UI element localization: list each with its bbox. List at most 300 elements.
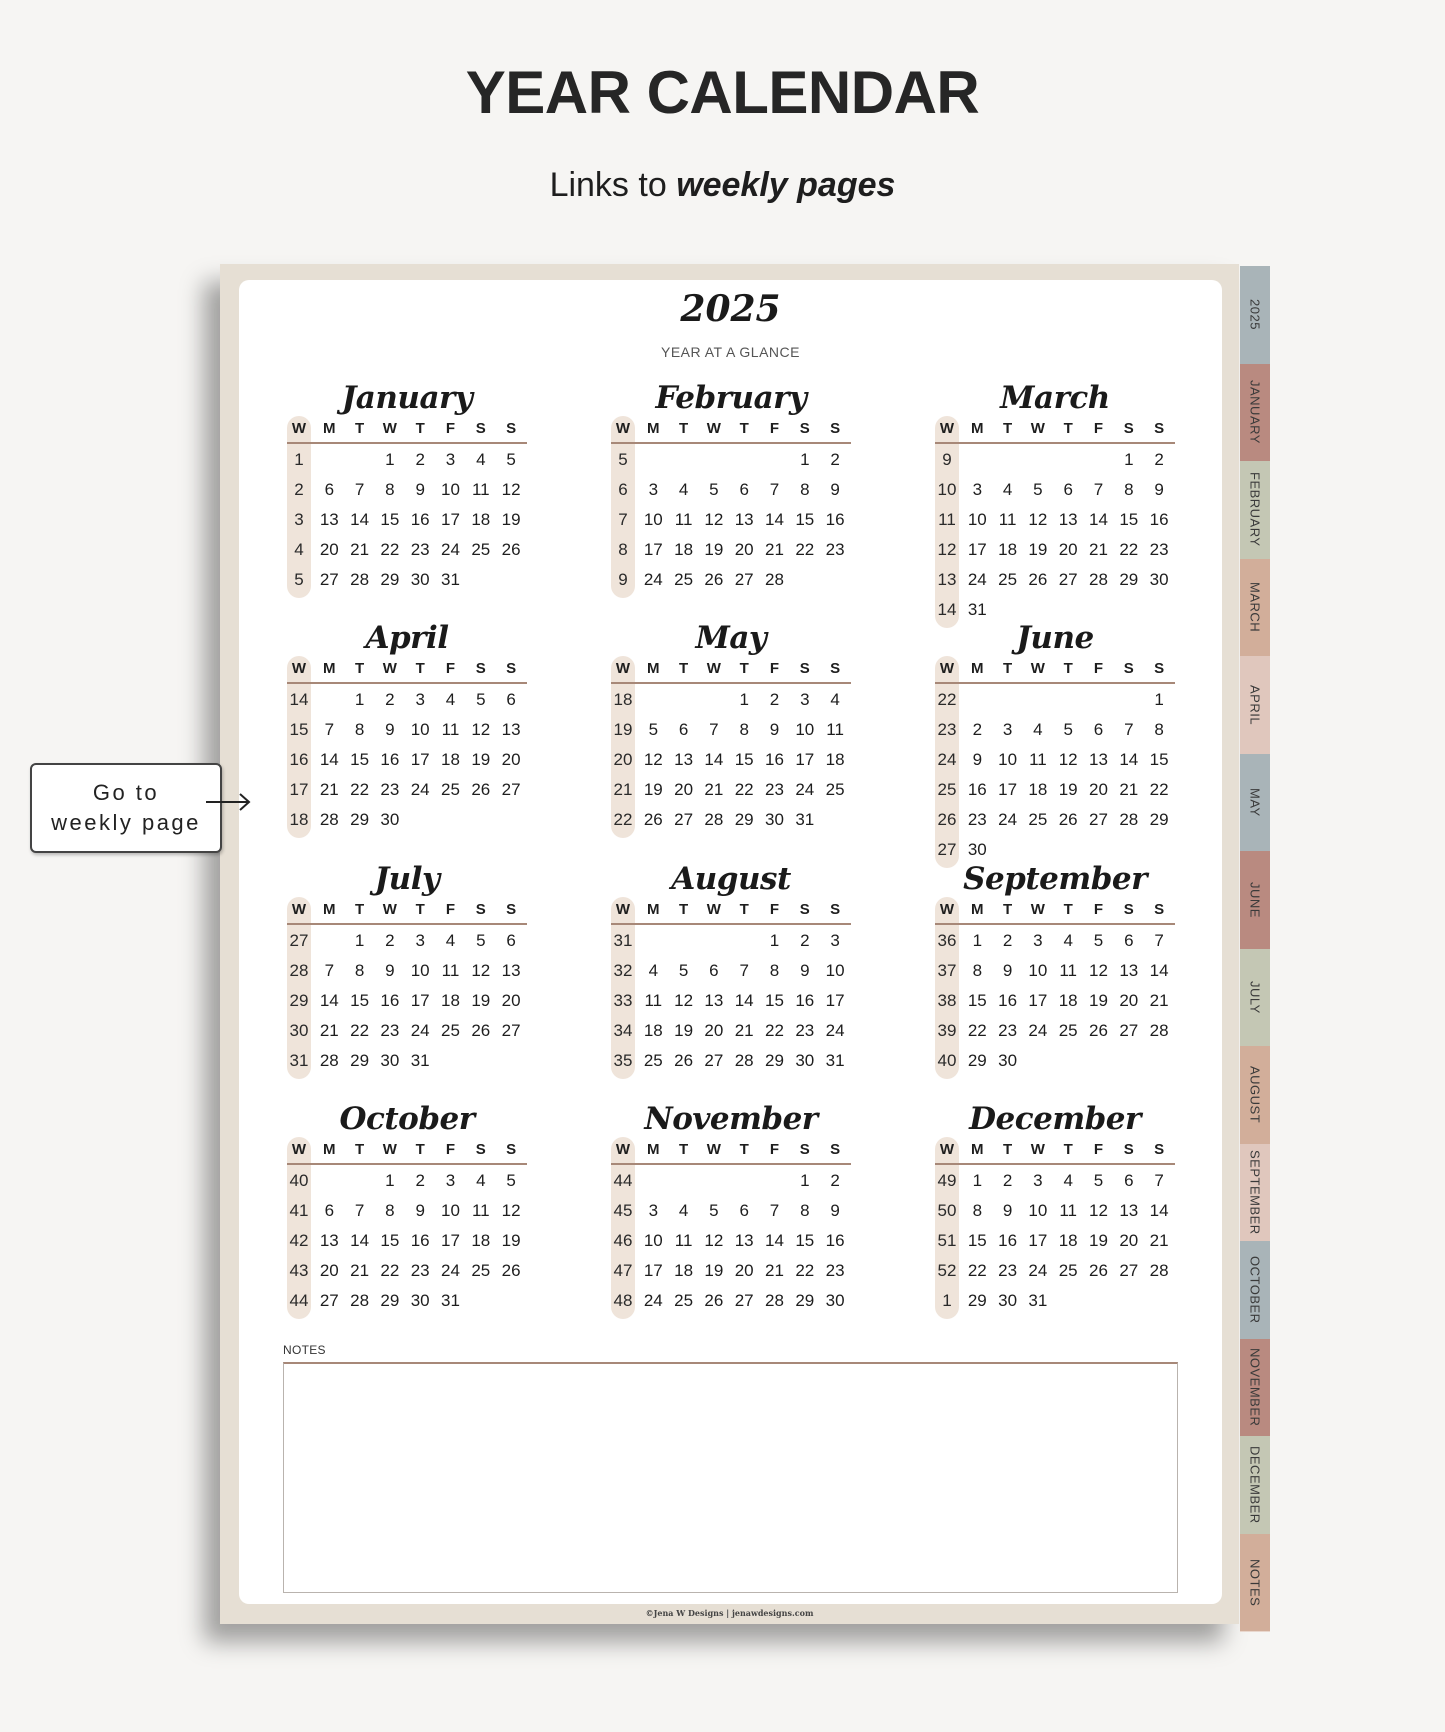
weekday-label: W [382, 901, 397, 918]
day-cell: 15 [967, 1231, 987, 1250]
day-cell: 23 [998, 1261, 1018, 1280]
weekday-label: T [679, 901, 689, 918]
month-name: May [695, 620, 767, 656]
weekday-label: T [1003, 420, 1013, 437]
weekday-label: F [445, 901, 456, 918]
day-cell: 27 [1119, 1261, 1139, 1280]
day-cell: 8 [354, 720, 365, 739]
day-cell: 3 [800, 690, 810, 709]
day-cell: 10 [643, 1231, 663, 1250]
tab-november[interactable] [1240, 1339, 1270, 1438]
week-number-link[interactable]: 26 [937, 810, 957, 829]
week-number-link[interactable]: 46 [613, 1231, 633, 1250]
day-cell: 30 [795, 1051, 815, 1070]
day-cell: 25 [471, 1261, 491, 1280]
week-number-link[interactable]: 37 [937, 961, 957, 980]
day-cell: 6 [1124, 931, 1134, 950]
week-number-link[interactable]: 11 [938, 510, 956, 529]
week-number-link[interactable]: 5 [294, 570, 304, 589]
day-cell: 2 [385, 690, 395, 709]
day-cell: 11 [1059, 961, 1078, 980]
day-cell: 28 [1089, 570, 1108, 589]
week-number-link[interactable]: 39 [937, 1021, 957, 1040]
day-cell: 15 [795, 510, 815, 529]
day-cell: 4 [830, 690, 840, 709]
day-cell: 13 [1119, 1201, 1139, 1220]
day-cell: 4 [1033, 720, 1043, 739]
day-cell: 18 [643, 1021, 663, 1040]
day-cell: 6 [506, 690, 516, 709]
day-cell: 22 [350, 780, 370, 799]
day-cell: 11 [826, 720, 844, 739]
week-number-link[interactable]: 22 [937, 690, 957, 709]
day-cell: 8 [800, 480, 810, 499]
week-number-link[interactable]: 44 [289, 1291, 309, 1310]
day-cell: 21 [1149, 1231, 1169, 1250]
weekday-label: T [1063, 660, 1073, 677]
weekday-label: T [679, 420, 689, 437]
week-number-header: W [939, 1141, 955, 1158]
month-name: October [339, 1101, 475, 1137]
week-number-link[interactable]: 4 [294, 540, 304, 559]
day-cell: 9 [415, 480, 425, 499]
tab-february[interactable] [1240, 461, 1270, 560]
weekday-label: T [355, 1141, 365, 1158]
month-name: September [963, 861, 1147, 897]
week-number-link[interactable]: 21 [613, 780, 633, 799]
weekday-label: T [355, 660, 365, 677]
day-cell: 5 [709, 480, 719, 499]
day-cell: 19 [643, 780, 663, 799]
day-cell: 31 [1028, 1291, 1048, 1310]
day-cell: 26 [1028, 570, 1048, 589]
week-number-link[interactable]: 10 [937, 480, 957, 499]
day-cell: 23 [795, 1021, 815, 1040]
day-cell: 3 [415, 690, 425, 709]
day-cell: 7 [324, 961, 335, 980]
day-cell: 26 [643, 810, 663, 829]
week-number-link[interactable]: 9 [618, 570, 628, 589]
weekday-label: T [1003, 1141, 1013, 1158]
day-cell: 10 [1028, 961, 1048, 980]
day-cell: 22 [967, 1021, 987, 1040]
week-number-link[interactable]: 40 [937, 1051, 957, 1070]
month-name: November [644, 1101, 818, 1137]
day-cell: 25 [643, 1051, 663, 1070]
day-cell: 17 [1028, 1231, 1048, 1250]
day-cell: 15 [350, 991, 370, 1010]
day-cell: 20 [674, 780, 694, 799]
tab-june[interactable] [1240, 851, 1270, 950]
day-cell: 18 [471, 510, 491, 529]
week-number-link[interactable]: 16 [289, 750, 309, 769]
weekday-header [287, 901, 527, 925]
day-cell: 2 [800, 931, 810, 950]
day-cell: 8 [1124, 480, 1134, 499]
week-number-link[interactable]: 27 [937, 840, 957, 859]
weekday-label: S [1154, 420, 1165, 437]
day-cell: 27 [1058, 570, 1078, 589]
day-cell: 17 [441, 1231, 460, 1250]
month-name: June [1016, 620, 1094, 656]
week-number-link[interactable]: 48 [613, 1291, 633, 1310]
weekday-label: T [1063, 1141, 1073, 1158]
tab-notes[interactable] [1240, 1534, 1270, 1633]
week-number-link[interactable]: 3 [294, 510, 304, 529]
weekday-label: S [1123, 901, 1134, 918]
weekday-label: S [1123, 660, 1134, 677]
day-cell: 29 [350, 810, 370, 829]
day-cell: 27 [734, 1291, 754, 1310]
day-cell: 12 [471, 961, 491, 980]
week-number-link[interactable]: 23 [937, 720, 957, 739]
week-number-link[interactable]: 36 [937, 931, 957, 950]
day-cell: 22 [380, 540, 400, 559]
tab-label: NOVEMBER [1247, 1348, 1263, 1427]
day-cell: 6 [324, 1201, 335, 1220]
day-cell: 30 [998, 1051, 1018, 1070]
day-cell: 4 [445, 690, 456, 709]
day-cell: 3 [830, 931, 840, 950]
day-cell: 30 [1149, 570, 1169, 589]
week-number-link[interactable]: 49 [937, 1171, 957, 1190]
day-cell: 16 [795, 991, 815, 1010]
day-cell: 20 [704, 1021, 724, 1040]
day-cell: 27 [501, 1021, 521, 1040]
weekday-label: F [769, 660, 780, 677]
day-cell: 14 [1119, 750, 1139, 769]
day-cell: 31 [410, 1051, 430, 1070]
week-number-link[interactable]: 42 [289, 1231, 309, 1250]
day-cell: 16 [825, 1231, 845, 1250]
tab-december[interactable] [1240, 1436, 1270, 1535]
week-number-link[interactable]: 9 [942, 450, 952, 469]
day-cell: 20 [1089, 780, 1108, 799]
tab-2025[interactable] [1240, 266, 1270, 365]
day-cell: 15 [380, 1231, 400, 1250]
week-number-link[interactable]: 19 [613, 720, 633, 739]
day-cell: 29 [795, 1291, 815, 1310]
day-cell: 16 [410, 1231, 430, 1250]
week-number-link[interactable]: 50 [937, 1201, 957, 1220]
page-subtitle [0, 166, 1445, 205]
weekday-label: M [323, 660, 336, 677]
weekday-label: S [475, 420, 486, 437]
weekday-label: F [1093, 420, 1104, 437]
weekday-label: W [1030, 420, 1045, 437]
day-cell: 15 [350, 750, 370, 769]
month-name: February [655, 380, 807, 416]
weekday-label: T [679, 660, 689, 677]
day-cell: 2 [972, 720, 983, 739]
day-cell: 13 [674, 750, 694, 769]
weekday-label: T [739, 660, 749, 677]
tab-label: NOTES [1247, 1558, 1263, 1606]
weekday-label: M [323, 901, 336, 918]
day-cell: 25 [441, 780, 460, 799]
week-number-header: W [939, 660, 955, 677]
day-cell: 10 [441, 1201, 460, 1220]
week-number-link[interactable]: 12 [937, 540, 957, 559]
day-cell: 21 [765, 1261, 784, 1280]
weekday-label: T [1063, 420, 1073, 437]
day-cell: 10 [410, 720, 430, 739]
week-number-header: W [615, 1141, 631, 1158]
day-cell: 18 [441, 991, 460, 1010]
weekday-label: W [382, 420, 397, 437]
tab-august[interactable] [1240, 1046, 1270, 1145]
day-cell: 5 [476, 931, 486, 950]
day-cell: 7 [1154, 1171, 1164, 1190]
day-cell: 13 [734, 1231, 754, 1250]
day-cell: 12 [471, 720, 491, 739]
day-cell: 11 [441, 720, 460, 739]
week-number-link[interactable]: 44 [613, 1171, 633, 1190]
weekday-label: F [1093, 1141, 1104, 1158]
day-cell: 29 [380, 1291, 400, 1310]
day-cell: 4 [678, 1201, 689, 1220]
day-cell: 15 [1149, 750, 1169, 769]
weekday-label: F [445, 660, 456, 677]
day-cell: 9 [800, 961, 810, 980]
day-cell: 17 [410, 750, 430, 769]
tab-label: JUNE [1247, 881, 1263, 918]
day-cell: 4 [1063, 1171, 1073, 1190]
day-cell: 14 [1149, 961, 1169, 980]
week-number-link[interactable]: 31 [613, 931, 633, 950]
day-cell: 28 [1119, 810, 1139, 829]
day-cell: 22 [1149, 780, 1169, 799]
day-cell: 21 [350, 540, 370, 559]
week-number-link[interactable]: 40 [289, 1171, 309, 1190]
weekday-label: W [706, 660, 721, 677]
day-cell: 2 [769, 690, 780, 709]
week-number-link[interactable]: 13 [937, 570, 957, 589]
day-cell: 25 [1058, 1261, 1078, 1280]
tab-label: SEPTEMBER [1247, 1149, 1263, 1235]
day-cell: 29 [967, 1051, 987, 1070]
day-cell: 11 [471, 480, 490, 499]
weekday-label: S [799, 901, 810, 918]
week-number-link[interactable]: 29 [289, 991, 309, 1010]
day-cell: 13 [704, 991, 724, 1010]
day-cell: 19 [704, 1261, 724, 1280]
day-cell: 16 [1149, 510, 1169, 529]
day-cell: 12 [501, 480, 521, 499]
week-number-header: W [939, 901, 955, 918]
day-cell: 19 [471, 991, 491, 1010]
day-cell: 19 [704, 540, 724, 559]
day-cell: 22 [380, 1261, 400, 1280]
notes-area[interactable] [283, 1362, 1178, 1593]
day-cell: 9 [1154, 480, 1164, 499]
weekday-label: T [415, 660, 425, 677]
weekday-label: T [1063, 901, 1073, 918]
week-number-link[interactable]: 43 [289, 1261, 309, 1280]
day-cell: 25 [471, 540, 491, 559]
day-cell: 3 [1002, 720, 1013, 739]
day-cell: 9 [830, 480, 840, 499]
day-cell: 12 [1089, 961, 1108, 980]
week-number-link[interactable]: 20 [613, 750, 633, 769]
week-number-link[interactable]: 14 [289, 690, 309, 709]
week-number-link[interactable]: 51 [937, 1231, 957, 1250]
week-number-link[interactable]: 7 [618, 510, 628, 529]
day-cell: 6 [1063, 480, 1073, 499]
weekday-label: M [971, 901, 984, 918]
day-cell: 10 [643, 510, 663, 529]
page-title: YEAR CALENDAR [465, 59, 980, 126]
day-cell: 28 [319, 1051, 339, 1070]
day-cell: 25 [1058, 1021, 1078, 1040]
week-number-link[interactable]: 1 [294, 450, 304, 469]
weekday-label: W [706, 901, 721, 918]
weekday-label: T [739, 1141, 749, 1158]
week-number-link[interactable]: 14 [937, 600, 957, 619]
week-number-link[interactable]: 24 [937, 750, 957, 769]
day-cell: 24 [825, 1021, 845, 1040]
week-number-link[interactable]: 5 [618, 450, 628, 469]
day-cell: 22 [734, 780, 754, 799]
week-number-link[interactable]: 18 [613, 690, 633, 709]
tab-label: FEBRUARY [1247, 472, 1263, 548]
day-cell: 28 [350, 1291, 370, 1310]
tab-july[interactable] [1240, 949, 1270, 1048]
day-cell: 13 [501, 961, 521, 980]
day-cell: 9 [830, 1201, 840, 1220]
weekday-header [287, 420, 527, 444]
day-cell: 14 [1149, 1201, 1169, 1220]
tab-october[interactable] [1240, 1241, 1270, 1340]
weekday-label: W [382, 660, 397, 677]
week-number-link[interactable]: 22 [613, 810, 633, 829]
week-number-link[interactable]: 41 [289, 1201, 309, 1220]
week-number-link[interactable]: 30 [289, 1021, 309, 1040]
weekday-label: W [382, 1141, 397, 1158]
week-number-link[interactable]: 27 [289, 931, 309, 950]
day-cell: 12 [643, 750, 663, 769]
day-cell: 4 [648, 961, 659, 980]
weekday-label: S [830, 901, 841, 918]
week-number-link[interactable]: 28 [289, 961, 309, 980]
day-cell: 24 [643, 570, 663, 589]
day-cell: 14 [319, 991, 339, 1010]
day-cell: 17 [967, 540, 987, 559]
subtitle-emphasis: weekly pages [676, 166, 896, 204]
tab-march[interactable] [1240, 559, 1270, 658]
day-cell: 10 [967, 510, 987, 529]
week-number-link[interactable]: 2 [294, 480, 304, 499]
day-cell: 25 [441, 1021, 460, 1040]
week-number-header: W [615, 901, 631, 918]
day-cell: 5 [1033, 480, 1043, 499]
weekday-label: S [1154, 1141, 1165, 1158]
day-cell: 31 [795, 810, 815, 829]
week-number-link[interactable]: 47 [613, 1261, 633, 1280]
day-cell: 1 [354, 931, 365, 950]
day-cell: 5 [1093, 1171, 1104, 1190]
week-number-link[interactable]: 18 [289, 810, 309, 829]
week-number-link[interactable]: 8 [618, 540, 628, 559]
day-cell: 11 [471, 1201, 490, 1220]
day-cell: 4 [476, 1171, 486, 1190]
year-caption: YEAR AT A GLANCE [661, 344, 800, 360]
month-name: March [1000, 380, 1110, 416]
weekday-label: M [971, 1141, 984, 1158]
weekday-label: F [445, 420, 456, 437]
weekday-header [611, 660, 851, 684]
tab-label: JULY [1247, 980, 1263, 1014]
day-cell: 7 [1093, 480, 1104, 499]
week-number-header: W [939, 420, 955, 437]
week-number-link[interactable]: 1 [942, 1291, 952, 1310]
callout-line-1: Go to [92, 780, 160, 805]
day-cell: 10 [825, 961, 845, 980]
day-cell: 5 [506, 1171, 516, 1190]
weekday-label: T [1003, 660, 1013, 677]
week-number-link[interactable]: 45 [613, 1201, 633, 1220]
day-cell: 23 [825, 1261, 845, 1280]
day-cell: 14 [765, 1231, 784, 1250]
week-number-link[interactable]: 38 [937, 991, 957, 1010]
day-cell: 9 [769, 720, 780, 739]
day-cell: 13 [1089, 750, 1108, 769]
month-name: January [341, 380, 473, 416]
weekday-header [935, 660, 1175, 684]
day-cell: 29 [1149, 810, 1169, 829]
tab-may[interactable] [1240, 754, 1270, 853]
day-cell: 28 [1149, 1261, 1169, 1280]
week-number-link[interactable]: 31 [289, 1051, 309, 1070]
day-cell: 28 [734, 1051, 754, 1070]
day-cell: 2 [1002, 1171, 1013, 1190]
day-cell: 3 [648, 480, 659, 499]
week-number-link[interactable]: 32 [613, 961, 633, 980]
tab-september[interactable] [1240, 1144, 1270, 1243]
day-cell: 11 [674, 510, 693, 529]
tab-january[interactable] [1240, 364, 1270, 463]
day-cell: 14 [350, 510, 370, 529]
week-number-link[interactable]: 17 [289, 780, 309, 799]
week-number-link[interactable]: 33 [613, 991, 633, 1010]
day-cell: 20 [1119, 991, 1139, 1010]
day-cell: 30 [380, 1051, 400, 1070]
weekday-label: W [1030, 901, 1045, 918]
week-number-link[interactable]: 15 [289, 720, 309, 739]
month-name: April [365, 620, 449, 656]
day-cell: 27 [704, 1051, 724, 1070]
day-cell: 14 [765, 510, 784, 529]
week-number-link[interactable]: 52 [937, 1261, 957, 1280]
day-cell: 17 [441, 510, 460, 529]
day-cell: 9 [385, 720, 395, 739]
tab-april[interactable] [1240, 656, 1270, 755]
week-number-link[interactable]: 34 [613, 1021, 633, 1040]
day-cell: 5 [1063, 720, 1073, 739]
day-cell: 4 [1063, 931, 1073, 950]
day-cell: 2 [415, 450, 425, 469]
day-cell: 4 [476, 450, 486, 469]
week-number-link[interactable]: 25 [937, 780, 957, 799]
week-number-link[interactable]: 6 [618, 480, 628, 499]
day-cell: 14 [704, 750, 724, 769]
day-cell: 4 [445, 931, 456, 950]
day-cell: 20 [319, 540, 339, 559]
day-cell: 1 [385, 1171, 395, 1190]
weekday-header [611, 420, 851, 444]
week-number-link[interactable]: 35 [613, 1051, 633, 1070]
weekday-label: T [679, 1141, 689, 1158]
